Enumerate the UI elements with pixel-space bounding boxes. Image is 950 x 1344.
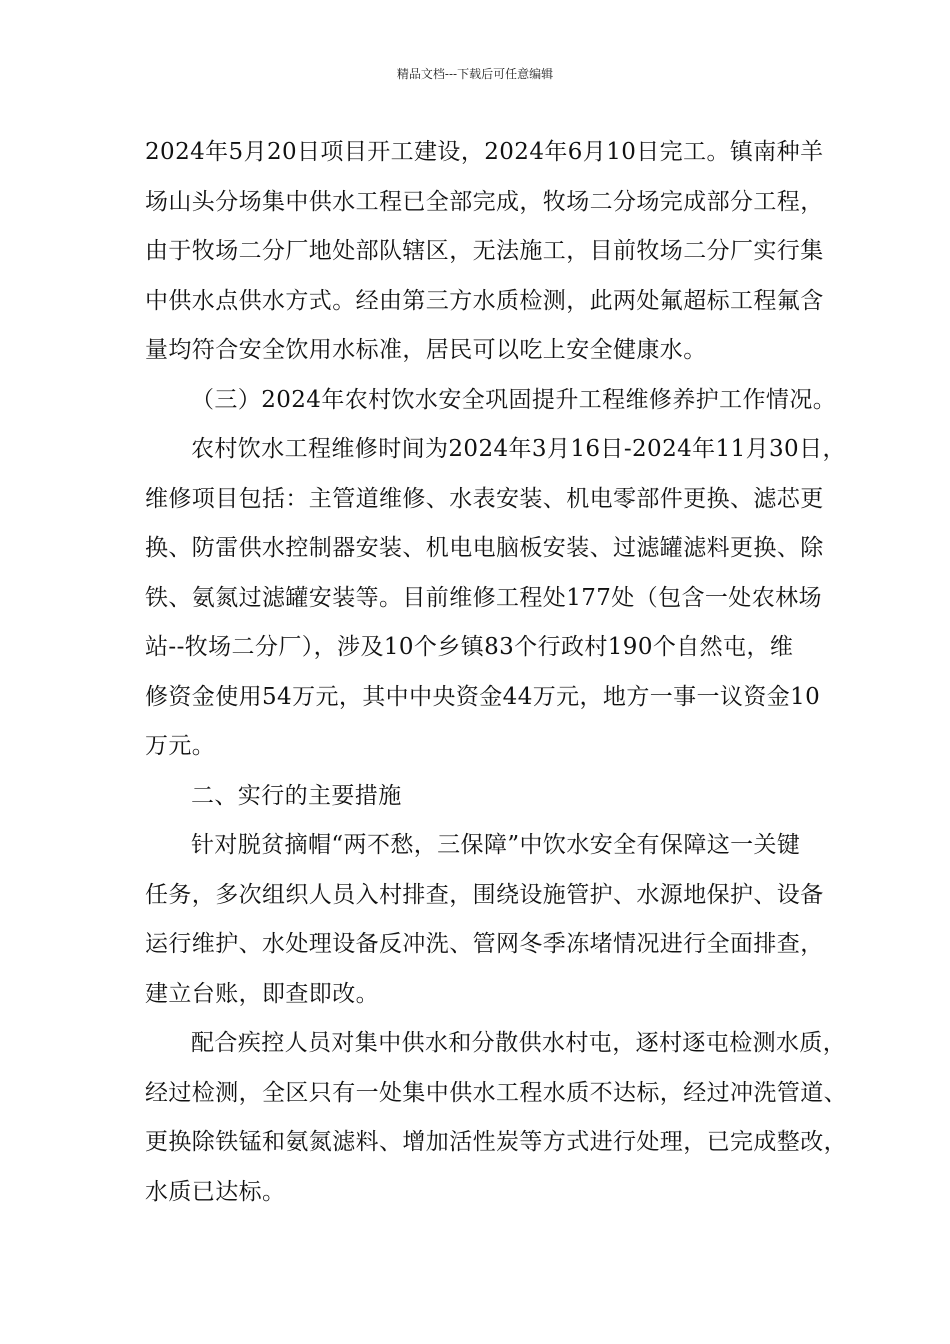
text-line: 建立台账，即查即改。 xyxy=(145,980,379,1007)
paragraph-water-testing xyxy=(145,1021,847,1219)
paragraph-maintenance-details xyxy=(145,427,846,774)
paragraph-project-completion xyxy=(145,130,824,378)
text-line: 运行维护、水处理设备反冲洗、管网冬季冻堵情况进行全面排查， xyxy=(145,931,824,957)
text-line: 任务，多次组织人员入村排查，围绕设施管护、水源地保护、设备 xyxy=(145,881,824,908)
page-header: 精品文档---下载后可任意编辑 xyxy=(396,67,554,81)
text-line: 配合疾控人员对集中供水和分散供水村屯，逐村逐屯检测水质， xyxy=(191,1030,847,1056)
section-heading-maintenance xyxy=(145,378,837,428)
text-line: 中供水点供水方式。经由第三方水质检测，此两处氟超标工程氟含 xyxy=(145,287,824,314)
text-line: 站--牧场二分厂），涉及10个乡镇83个行政村190个自然屯，维 xyxy=(145,634,794,660)
text-line: 场山头分场集中供水工程已全部完成，牧场二分场完成部分工程， xyxy=(145,188,824,215)
text-line: 农村饮水工程维修时间为2024年3月16日-2024年11月30日， xyxy=(191,436,846,462)
text-line: 万元。 xyxy=(145,733,216,759)
subsection-heading: （三）2024年农村饮水安全巩固提升工程维修养护工作情况。 xyxy=(191,386,837,413)
text-line: 针对脱贫摘帽“两不愁，三保障”中饮水安全有保障这一关键 xyxy=(191,832,801,858)
text-line: 水质已达标。 xyxy=(145,1178,286,1205)
text-line: 铁、氨氮过滤罐安装等。目前维修工程处177处（包含一处农林场 xyxy=(145,584,822,611)
text-line: 修资金使用54万元，其中中央资金44万元，地方一事一议资金10 xyxy=(145,683,821,710)
section-heading-measures xyxy=(145,774,813,824)
document-body xyxy=(145,130,847,1219)
text-line: 换、防雷供水控制器安装、机电电脑板安装、过滤罐滤料更换、除 xyxy=(145,535,824,561)
text-line: 2024年5月20日项目开工建设，2024年6月10日完工。镇南种羊 xyxy=(145,139,824,165)
paragraph-inspection xyxy=(145,823,824,1021)
text-line: 经过检测，全区只有一处集中供水工程水质不达标，经过冲洗管道、 xyxy=(145,1079,847,1106)
text-line: 由于牧场二分厂地处部队辖区，无法施工，目前牧场二分厂实行集 xyxy=(145,238,824,264)
text-line: 量均符合安全饮用水标准，居民可以吃上安全健康水。 xyxy=(145,337,707,363)
section-heading: 二、实行的主要措施 xyxy=(191,782,402,809)
text-line: 维修项目包括：主管道维修、水表安装、机电零部件更换、滤芯更 xyxy=(145,485,824,512)
text-line: 更换除铁锰和氨氮滤料、增加活性炭等方式进行处理，已完成整改， xyxy=(145,1129,847,1155)
